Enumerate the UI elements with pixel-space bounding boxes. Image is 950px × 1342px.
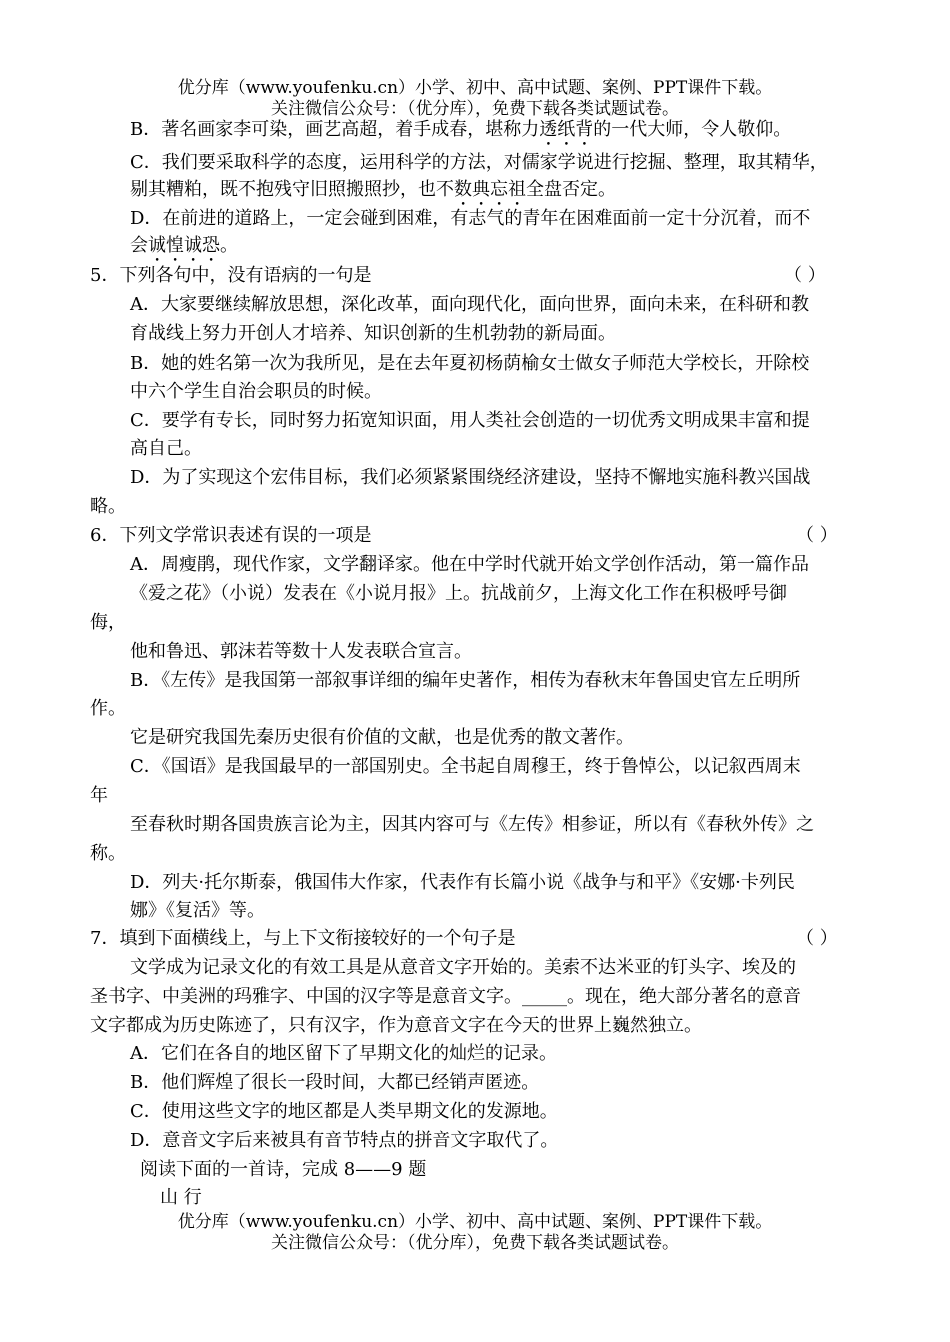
- q6-option-d-line1: D．列夫·托尔斯泰，俄国伟大作家，代表作有长篇小说《战争与和平》《安娜·卡列民: [130, 872, 795, 893]
- header-line-2: 关注微信公众号：（优分库），免费下载各类试题试卷。: [271, 99, 679, 119]
- q5-option-b-line1: B．她的姓名第一次为我所见，是在去年夏初杨荫榆女士做女子师范大学校长，开除校: [130, 353, 810, 374]
- q4-option-d-pre: 会: [130, 235, 148, 256]
- q5-option-c-line1: C．要学有专长，同时努力拓宽知识面，用人类社会创造的一切优秀文明成果丰富和提: [130, 410, 810, 431]
- q4-option-c-line2: [130, 179, 616, 210]
- q4-option-c-post: 全盘否定。: [526, 179, 616, 200]
- q4-option-d-line2: [130, 235, 238, 266]
- q4-option-c-emphasis: 数典忘祖: [454, 179, 526, 200]
- q4-option-d-emphasis: 诚惶诚恐: [148, 235, 220, 256]
- q6-option-a-line2: 《爱之花》（小说）发表在《小说月报》上。抗战前夕，上海文化工作在积极呼号御: [130, 583, 787, 604]
- q6-stem: 6．下列文学常识表述有误的一项是: [90, 525, 372, 546]
- q4-option-d-post: 。: [220, 235, 238, 256]
- q4-option-b-emphasis: 透纸背: [539, 119, 594, 140]
- q4-option-b: [130, 119, 791, 150]
- q7-passage-line2: 圣书字、中美洲的玛雅字、中国的汉字等是意音文字。_____。现在，绝大部分著名的意音: [90, 986, 801, 1007]
- q7-option-b: B．他们辉煌了很长一段时间，大都已经销声匿迹。: [130, 1072, 540, 1093]
- q6-option-c-line2: 年: [90, 785, 108, 806]
- q7-option-a: A．它们在各自的地区留下了早期文化的灿烂的记录。: [130, 1043, 557, 1064]
- q7-passage-line1: 文学成为记录文化的有效工具是从意音文字开始的。美索不达米亚的钉头字、埃及的: [130, 957, 796, 978]
- q6-option-c-line1: C．《国语》是我国最早的一部国别史。全书起自周穆王，终于鲁悼公，以记叙西周末: [130, 756, 801, 777]
- footer-line-1: 优分库（www.youfenku.cn）小学、初中、高中试题、案例、PPT课件下载。: [177, 1212, 773, 1232]
- q7-option-c: C．使用这些文字的地区都是人类早期文化的发源地。: [130, 1101, 558, 1122]
- q4-option-b-post: 的一代大师，令人敬仰。: [593, 119, 792, 140]
- q4-option-c-pre: 剔其糟粕，既不抱残守旧照搬照抄，也不: [130, 179, 454, 200]
- q4-option-c-line1: C．我们要采取科学的态度，运用科学的方法，对儒家学说进行挖掘、整理，取其精华，: [130, 152, 828, 173]
- q5-option-d-line2: 略。: [90, 496, 126, 517]
- q5-option-b-line2: 中六个学生自治会职员的时候。: [130, 381, 382, 402]
- q6-option-a-line1: A．周瘦鹃，现代作家，文学翻译家。他在中学时代就开始文学创作活动，第一篇作品: [130, 554, 809, 575]
- poem-title: 山 行: [160, 1187, 202, 1208]
- q6-option-a-line3: 侮，: [90, 612, 126, 633]
- q4-option-d-line1: D．在前进的道路上，一定会碰到困难，有志气的青年在困难面前一定十分沉着，而不: [130, 208, 811, 229]
- q6-option-b-line3: 它是研究我国先秦历史很有价值的文献，也是优秀的散文著作。: [130, 727, 634, 748]
- q7-answer-paren: （ ）: [796, 928, 838, 949]
- q6-option-c-line3: 至春秋时期各国贵族言论为主，因其内容可与《左传》相参证，所以有《春秋外传》之: [130, 814, 814, 835]
- q7-passage-line3: 文字都成为历史陈迹了，只有汉字，作为意音文字在今天的世界上巍然独立。: [90, 1015, 702, 1036]
- q6-answer-paren: （ ）: [796, 525, 838, 546]
- header-line-1: 优分库（www.youfenku.cn）小学、初中、高中试题、案例、PPT课件下载。: [177, 78, 773, 98]
- q6-option-b-line2: 作。: [90, 698, 126, 719]
- q5-answer-paren: （ ）: [784, 265, 826, 286]
- q5-option-a-line2: 育战线上努力开创人才培养、知识创新的生机勃勃的新局面。: [130, 323, 616, 344]
- reading-intro: 阅读下面的一首诗，完成 8——9 题: [140, 1159, 427, 1180]
- q6-option-c-line4: 称。: [90, 843, 126, 864]
- q7-option-d: D．意音文字后来被具有音节特点的拼音文字取代了。: [130, 1130, 559, 1151]
- q5-stem: 5．下列各句中，没有语病的一句是: [90, 265, 372, 286]
- q4-option-b-pre: B．著名画家李可染，画艺高超，着手成春，堪称力: [130, 119, 540, 140]
- q5-option-a-line1: A．大家要继续解放思想，深化改革，面向现代化，面向世界，面向未来，在科研和教: [130, 294, 809, 315]
- q6-option-b-line1: B．《左传》是我国第一部叙事详细的编年史著作，相传为春秋末年鲁国史官左丘明所: [130, 670, 801, 691]
- q5-option-d-line1: D．为了实现这个宏伟目标，我们必须紧紧围绕经济建设，坚持不懈地实施科教兴国战: [130, 467, 811, 488]
- footer-line-2: 关注微信公众号：（优分库），免费下载各类试题试卷。: [271, 1233, 679, 1253]
- q6-option-a-line4: 他和鲁迅、郭沫若等数十人发表联合宣言。: [130, 641, 472, 662]
- q7-stem: 7．填到下面横线上，与上下文衔接较好的一个句子是: [90, 928, 516, 949]
- q5-option-c-line2: 高自己。: [130, 438, 202, 459]
- q6-option-d-line2: 娜》《复活》等。: [130, 900, 265, 921]
